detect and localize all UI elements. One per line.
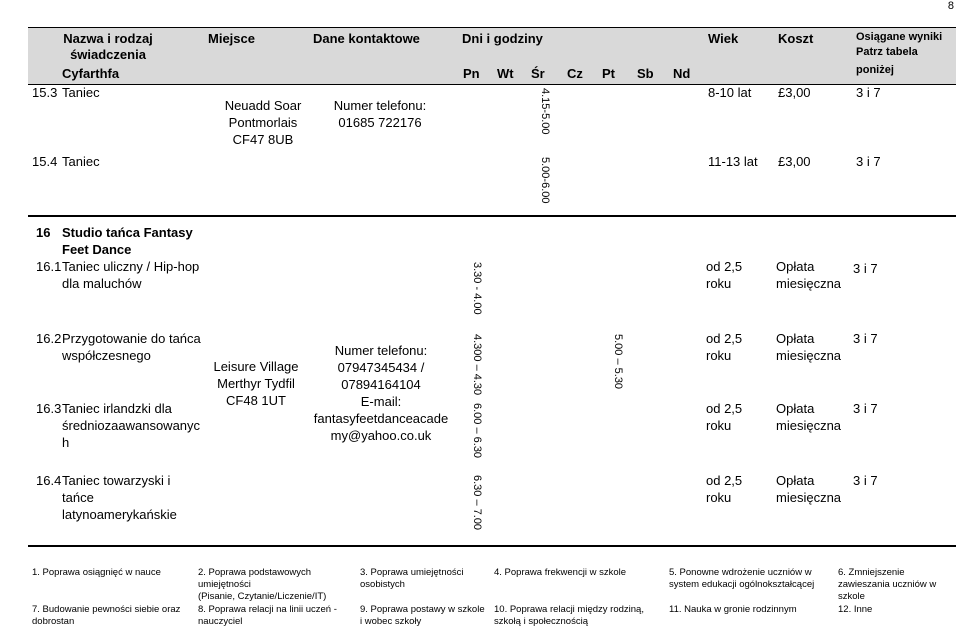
legend-item-2-line3: (Pisanie, Czytanie/Liczenie/IT): [198, 591, 327, 602]
place-1-line2: Pontmorlais: [228, 115, 298, 130]
contact-1-line1: Numer telefonu:: [333, 98, 427, 113]
place-1-line3: CF47 8UB: [232, 132, 294, 147]
legend-item-3-line2: osobistych: [360, 579, 405, 590]
row-16-4-num: 16.4: [36, 473, 62, 488]
legend-item-5: 5. Ponowne wdrożenie uczniów w: [669, 567, 812, 578]
day-sat: Sb: [637, 66, 654, 81]
row-15-3-result: 3 i 7: [856, 85, 881, 100]
row-16-1-time: 3.30 - 4.00: [471, 262, 483, 315]
row-15-4-time: 5.00-6.00: [539, 157, 551, 204]
legend-item-6-line2: zawieszania uczniów w: [838, 579, 937, 590]
contact-2-line2: 07947345434 /: [337, 360, 425, 375]
row-16-3-num: 16.3: [36, 401, 62, 416]
row-16-4-name-2: tańce: [62, 490, 94, 505]
row-16-1-name: Taniec uliczny / Hip-hop: [62, 259, 200, 274]
row-15-4-cost: £3,00: [778, 154, 811, 169]
row-16-2-time: 4.300 – 4.30: [471, 334, 483, 396]
day-mon: Pn: [463, 66, 480, 81]
legend-item-10: 10. Poprawa relacji między rodziną,: [494, 604, 644, 615]
row-16-1-cost-2: miesięczna: [776, 276, 842, 291]
row-16-4-name: Taniec towarzyski i: [62, 473, 171, 488]
row-16-1-cost: Opłata: [776, 259, 815, 274]
row-16-3-name-3: h: [62, 435, 70, 450]
row-16-2-num: 16.2: [36, 331, 62, 346]
row-16-3-time: 6.00 – 6.30: [471, 403, 483, 459]
row-16-2-age: od 2,5: [706, 331, 743, 346]
top-rule: [28, 27, 956, 28]
day-thu: Cz: [567, 66, 583, 81]
row-15-4-result: 3 i 7: [856, 154, 881, 169]
legend-item-10-line2: szkołą i społecznością: [494, 616, 588, 627]
row-16-2-result: 3 i 7: [853, 331, 878, 346]
cyfarthfa-label: Cyfarthfa: [62, 66, 120, 81]
legend-item-2-line2: umiejętności: [198, 579, 251, 590]
row-16-4-name-3: latynoamerykańskie: [62, 507, 177, 522]
col-results-header: Osiągane wyniki: [856, 31, 943, 43]
header-rule: [28, 84, 956, 85]
legend-item-9: 9. Poprawa postawy w szkole: [360, 604, 485, 615]
row-15-4-name: Taniec: [62, 154, 100, 169]
day-sun: Nd: [673, 66, 691, 81]
col-days-header: Dni i godziny: [462, 31, 543, 46]
day-fri: Pt: [602, 66, 615, 81]
legend-item-4: 4. Poprawa frekwencji w szkole: [494, 567, 626, 578]
row-16-name: Studio tańca Fantasy: [62, 225, 193, 240]
row-16-3-name-2: średniozaawansowanyc: [62, 418, 201, 433]
row-16-2-cost-2: miesięczna: [776, 348, 842, 363]
legend-item-1: 1. Poprawa osiągnięć w nauce: [32, 567, 161, 578]
legend-item-8-line2: nauczyciel: [198, 616, 243, 627]
row-16-2-age-2: roku: [706, 348, 732, 363]
contact-2-line6: my@yahoo.co.uk: [330, 428, 432, 443]
legend-item-11: 11. Nauka w gronie rodzinnym: [669, 604, 797, 615]
day-wed: Śr: [531, 66, 545, 81]
contact-2-line1: Numer telefonu:: [334, 343, 428, 358]
row-15-3-cost: £3,00: [778, 85, 811, 100]
row-16-4-result: 3 i 7: [853, 473, 878, 488]
place-2-line3: CF48 1UT: [226, 393, 286, 408]
legend-item-7-line2: dobrostan: [32, 616, 75, 627]
col-contact-header: Dane kontaktowe: [313, 31, 420, 46]
col-place-header: Miejsce: [208, 31, 255, 46]
legend-item-3: 3. Poprawa umiejętności: [360, 567, 464, 578]
row-16-2-time-fri: 5.00 – 5.30: [612, 334, 624, 390]
col-results-header-2: Patrz tabela: [856, 46, 918, 58]
legend-item-6-line3: szkole: [838, 591, 865, 602]
row-15-3-num: 15.3: [32, 85, 58, 100]
legend-item-2: 2. Poprawa podstawowych: [198, 567, 312, 578]
section-rule-1: [28, 215, 956, 217]
row-16-2-cost: Opłata: [776, 331, 815, 346]
page-number: 8: [947, 0, 954, 12]
row-16-1-result: 3 i 7: [853, 261, 878, 276]
contact-2-line5: fantasyfeetdanceacade: [313, 411, 449, 426]
section-rule-2: [28, 545, 956, 547]
row-16-3-result: 3 i 7: [853, 401, 878, 416]
row-16-3-age: od 2,5: [706, 401, 743, 416]
row-16-1-num: 16.1: [36, 259, 62, 274]
col-age-header: Wiek: [708, 31, 739, 46]
place-1-line1: Neuadd Soar: [224, 98, 302, 113]
row-16-4-time: 6.30 – 7.00: [471, 475, 483, 531]
row-16-1-name-2: dla maluchów: [62, 276, 142, 291]
place-2-line1: Leisure Village: [213, 359, 299, 374]
legend-item-8: 8. Poprawa relacji na linii uczeń -: [198, 604, 337, 615]
row-16-3-cost: Opłata: [776, 401, 815, 416]
contact-2-line3: 07894164104: [341, 377, 421, 392]
row-16-4-cost: Opłata: [776, 473, 815, 488]
day-tue: Wt: [497, 66, 514, 81]
col-name-header-2: świadczenia: [70, 47, 146, 62]
row-16-3-cost-2: miesięczna: [776, 418, 842, 433]
legend-item-9-line2: i wobec szkoły: [360, 616, 422, 627]
row-16-4-cost-2: miesięczna: [776, 490, 842, 505]
row-15-4-num: 15.4: [32, 154, 58, 169]
row-15-3-age: 8-10 lat: [708, 85, 752, 100]
legend-item-12: 12. Inne: [838, 604, 873, 615]
row-16-4-age-2: roku: [706, 490, 732, 505]
row-16-2-name: Przygotowanie do tańca: [62, 331, 201, 346]
row-16-1-age-2: roku: [706, 276, 732, 291]
legend-item-5-line2: system edukacji ogólnokształcącej: [669, 579, 815, 590]
col-results-header-3: poniżej: [856, 64, 894, 76]
row-16-3-name: Taniec irlandzki dla: [62, 401, 172, 416]
row-16-3-age-2: roku: [706, 418, 732, 433]
row-16-num: 16: [36, 225, 51, 240]
col-cost-header: Koszt: [778, 31, 814, 46]
legend-item-7: 7. Budowanie pewności siebie oraz: [32, 604, 181, 615]
row-16-1-age: od 2,5: [706, 259, 743, 274]
row-15-3-time: 4.15-5.00: [539, 88, 551, 135]
contact-2-line4: E-mail:: [360, 394, 402, 409]
row-15-3-name: Taniec: [62, 85, 100, 100]
place-2-line2: Merthyr Tydfil: [217, 376, 295, 391]
row-16-name-2: Feet Dance: [62, 242, 132, 257]
row-16-2-name-2: współczesnego: [62, 348, 151, 363]
col-name-header: Nazwa i rodzaj: [63, 31, 153, 46]
row-15-4-age: 11-13 lat: [708, 154, 758, 169]
row-16-4-age: od 2,5: [706, 473, 743, 488]
contact-1-line2: 01685 722176: [338, 115, 422, 130]
legend-item-6: 6. Zmniejszenie: [838, 567, 905, 578]
